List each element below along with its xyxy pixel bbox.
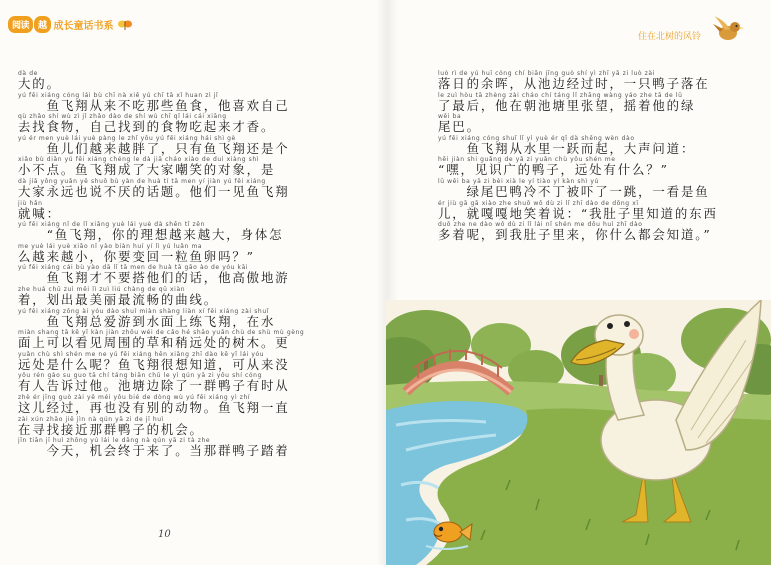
pinyin-annotation: yú fēi xiáng nǐ de lǐ xiǎng yuè lái yuè dà shēn tǐ zěn xyxy=(18,221,206,229)
chinese-text: 儿，就嘎嘎地笑着说：“我肚子里知道的东西 xyxy=(438,206,718,221)
pinyin-annotation: wěi ba xyxy=(438,113,462,121)
chinese-text: 鱼飞翔才不要搭他们的话，他高傲地游 xyxy=(18,271,290,286)
pinyin-annotation: yú fēi xiáng cóng shuǐ lǐ yì yuè ér qǐ dà shēng wèn dào xyxy=(438,134,635,142)
text-line xyxy=(438,113,728,135)
text-line xyxy=(438,156,728,178)
chinese-text: 有人告诉过他。池塘边除了一群鸭子有时从 xyxy=(18,379,290,394)
pinyin-annotation: zài xún zhǎo jiē jìn nà qún yā zi de jī huì xyxy=(18,415,164,423)
text-line xyxy=(18,264,310,286)
pinyin-annotation: xiǎo bù diǎn yú fēi xiáng chéng le dà jiā cháo xiào de duì xiàng shì xyxy=(18,156,260,164)
text-line xyxy=(18,308,310,330)
page-number: 10 xyxy=(158,529,171,540)
chinese-text: 面上可以看见周围的草和稍远处的树木。更 xyxy=(18,336,290,351)
chinese-text: 鱼飞翔总爱游到水面上练飞翔，在水 xyxy=(18,314,276,329)
pinyin-annotation: hēi jiàn shi guǎng de yā zi yuǎn chù yǒu shén me xyxy=(438,156,616,164)
chinese-text: 鱼儿们越来越胖了，只有鱼飞翔还是个 xyxy=(18,141,290,156)
chinese-text: 去找食物，自己找到的食物吃起来才香。 xyxy=(18,120,276,135)
pinyin-annotation: yuǎn chù shì shén me ne yú fēi xiáng hěn xiǎng zhī dào kě yǐ lái yóu xyxy=(18,350,265,358)
text-line xyxy=(438,221,728,243)
chinese-text: 鱼飞翔从水里一跃而起，大声问道： xyxy=(438,141,696,156)
pinyin-annotation: yǒu rén gào su guo tā chí táng biān chū le yì qún yā zi yǒu shí cóng xyxy=(18,372,262,380)
duck-and-fish-illustration xyxy=(386,300,771,565)
butterfly-icon xyxy=(117,19,133,31)
text-line xyxy=(438,135,728,157)
text-line xyxy=(18,156,310,178)
chinese-text: 了最后，他在朝池塘里张望，摇着他的绿 xyxy=(438,98,696,113)
text-line xyxy=(18,200,310,222)
chinese-text: “鱼飞翔，你的理想越来越大，身体怎 xyxy=(18,228,284,243)
pinyin-annotation: dà de xyxy=(18,70,38,77)
pinyin-annotation: duō zhe ne dào wǒ dù zi lǐ lái nǐ shén me dōu huì zhī dào xyxy=(438,221,643,229)
pinyin-annotation: yú fēi xiáng cóng lái bù chī nà xiē yú chī tā xǐ huan zì jǐ xyxy=(18,91,219,99)
series-logo-blob-1: 阅读 xyxy=(8,16,33,33)
text-line xyxy=(18,178,310,200)
text-line xyxy=(18,243,310,265)
text-line xyxy=(18,351,310,373)
chinese-text: “嘿，见识广的鸭子，远处有什么？” xyxy=(438,163,669,178)
text-line xyxy=(438,92,728,114)
text-line xyxy=(18,372,310,394)
text-line xyxy=(18,113,310,135)
text-line xyxy=(18,70,310,92)
pinyin-annotation: yú ér men yuè lái yuè pàng le zhǐ yǒu yú fēi xiáng hái shì gè xyxy=(18,134,236,142)
chinese-text: 这儿经过，再也没有别的动物。鱼飞翔一直 xyxy=(18,400,290,415)
pinyin-annotation: lǜ wěi ba yā zi bèi xià le yí tiào yí kàn shì yú xyxy=(438,177,599,185)
chinese-text: 绿尾巴鸭冷不丁被吓了一跳，一看是鱼 xyxy=(438,184,710,199)
right-page xyxy=(386,0,771,565)
series-logo xyxy=(8,16,133,33)
chinese-text: 尾巴。 xyxy=(438,120,481,135)
chinese-text: 小不点。鱼飞翔成了大家嘲笑的对象，是 xyxy=(18,163,276,178)
text-line xyxy=(18,437,310,459)
chinese-text: 着，划出最美丽最流畅的曲线。 xyxy=(18,292,219,307)
bird-icon xyxy=(711,14,745,46)
chinese-text: 么越来越小，你要变回一粒鱼卵吗？” xyxy=(18,249,255,264)
chinese-text: 在寻找接近那群鸭子的机会。 xyxy=(18,422,204,437)
text-line xyxy=(438,200,728,222)
chapter-title: 住在北树的风铃 xyxy=(637,32,701,42)
text-line xyxy=(18,416,310,438)
text-line xyxy=(18,135,310,157)
text-line xyxy=(18,329,310,351)
pinyin-annotation: dà jiā yǒng yuǎn yě shuō bù yàn de huà tí tā men yí jiàn yú fēi xiáng xyxy=(18,177,266,185)
text-line xyxy=(18,221,310,243)
pinyin-annotation: qù zhǎo shí wù zì jǐ zhǎo dào de shí wù chī qǐ lái cái xiāng xyxy=(18,113,227,121)
pinyin-annotation: jiù hǎn xyxy=(18,199,43,207)
chinese-text: 鱼飞翔从来不吃那些鱼食，他喜欢自己 xyxy=(18,98,290,113)
series-logo-text: 成长童话书系 xyxy=(53,21,114,32)
right-story-text xyxy=(438,70,728,243)
text-line xyxy=(18,92,310,114)
pinyin-annotation: luò rì de yú huī cóng chí biān jīng guò shí yì zhī yā zi luò zài xyxy=(438,70,655,77)
pinyin-annotation: zhè ér jīng guò zài yě méi yǒu bié de dòng wù yú fēi xiáng yì zhí xyxy=(18,393,251,401)
left-story-text xyxy=(18,70,310,459)
chinese-text: 远处是什么呢？鱼飞翔很想知道，可从来没 xyxy=(18,357,290,372)
chinese-text: 就喊： xyxy=(18,206,61,221)
text-line xyxy=(438,70,728,92)
text-line xyxy=(18,286,310,308)
pinyin-annotation: le zuì hòu tā zhèng zài cháo chí táng lǐ zhāng wàng yáo zhe tā de lǜ xyxy=(438,91,683,99)
text-line xyxy=(438,178,728,200)
chinese-text: 今天，机会终于来了。当那群鸭子踏着 xyxy=(18,444,290,459)
chinese-text: 大的。 xyxy=(18,77,61,91)
pinyin-annotation: yú fēi xiáng zǒng ài yóu dào shuǐ miàn shàng liàn xí fēi xiáng zài shuǐ xyxy=(18,307,269,315)
series-logo-blob-2: 越 xyxy=(34,16,51,33)
text-line xyxy=(18,394,310,416)
pinyin-annotation: zhe huá chū zuì měi lì zuì liú chàng de qū xiàn xyxy=(18,285,186,293)
pinyin-annotation: jīn tiān jī huì zhōng yú lái le dāng nà qún yā zi tà zhe xyxy=(18,437,211,445)
pinyin-annotation: ér jiù gā gā xiào zhe shuō wǒ dù zi lǐ zhī dào de dōng xī xyxy=(438,199,639,207)
pinyin-annotation: me yuè lái yuè xiǎo nǐ yào biàn huí yí lì yú luǎn ma xyxy=(18,242,203,250)
chinese-text: 大家永远也说不厌的话题。他们一见鱼飞翔 xyxy=(18,184,290,199)
chinese-text: 落日的余晖，从池边经过时，一只鸭子落在 xyxy=(438,77,710,91)
chinese-text: 多着呢，到我肚子里来，你什么都会知道。” xyxy=(438,228,712,243)
pinyin-annotation: yú fēi xiáng cái bù yào dā lǐ tā men de huà tā gāo ào de yóu kāi xyxy=(18,264,249,272)
pinyin-annotation: miàn shang tā kě yǐ kàn jiàn zhōu wéi de cǎo hé shāo yuǎn chù de shù mù gèng xyxy=(18,329,305,337)
